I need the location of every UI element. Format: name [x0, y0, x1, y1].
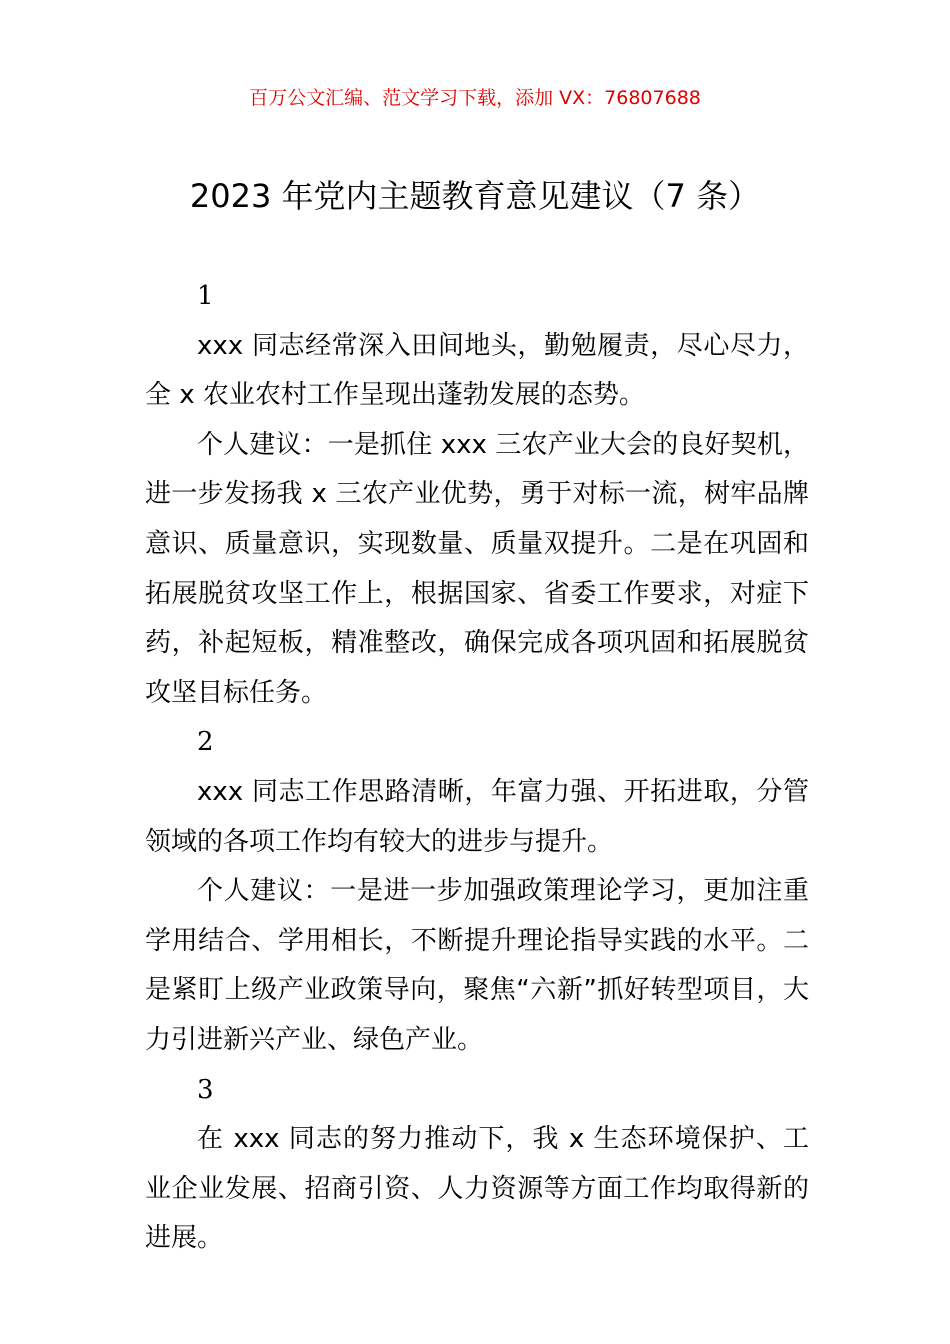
section-number: 2 — [197, 727, 214, 758]
paragraph: 在 xxx 同志的努力推动下，我 x 生态环境保护、工业企业发展、招商引资、人力资源等方面工作均取得新的进展。 — [145, 1124, 809, 1254]
document-body — [145, 272, 809, 1264]
paragraph: 个人建议：一是进一步加强政策理论学习，更加注重学用结合、学用相长，不断提升理论指导实践的水平。二是紧盯上级产业政策导向，聚焦“六新”抓好转型项目，大力引进新兴产业、绿色产业。 — [145, 876, 809, 1055]
section-number: 1 — [197, 281, 214, 311]
document-title: 2023 年党内主题教育意见建议（7 条） — [189, 177, 761, 215]
section-number: 3 — [197, 1074, 214, 1105]
paragraph: xxx 同志经常深入田间地头，勤勉履责，尽心尽力，全 x 农业农村工作呈现出蓬勃发展的态势。 — [145, 330, 809, 411]
paragraph: 个人建议：一是抓住 xxx 三农产业大会的良好契机，进一步发扬我 x 三农产业优势，勇于对标一流，树牢品牌意识、质量意识，实现数量、质量双提升。二是在巩固和拓展脱贫攻坚工作上，根据国家、省委工作要求，对症下药，补起短板，精准整改，确保完成各项巩固和拓展脱贫攻坚目标任务。 — [145, 429, 809, 708]
paragraph: xxx 同志工作思路清晰，年富力强、开拓进取，分管领域的各项工作均有较大的进步与提升。 — [145, 776, 809, 857]
watermark-header: 百万公文汇编、范文学习下载，添加 VX：76807688 — [249, 87, 701, 109]
